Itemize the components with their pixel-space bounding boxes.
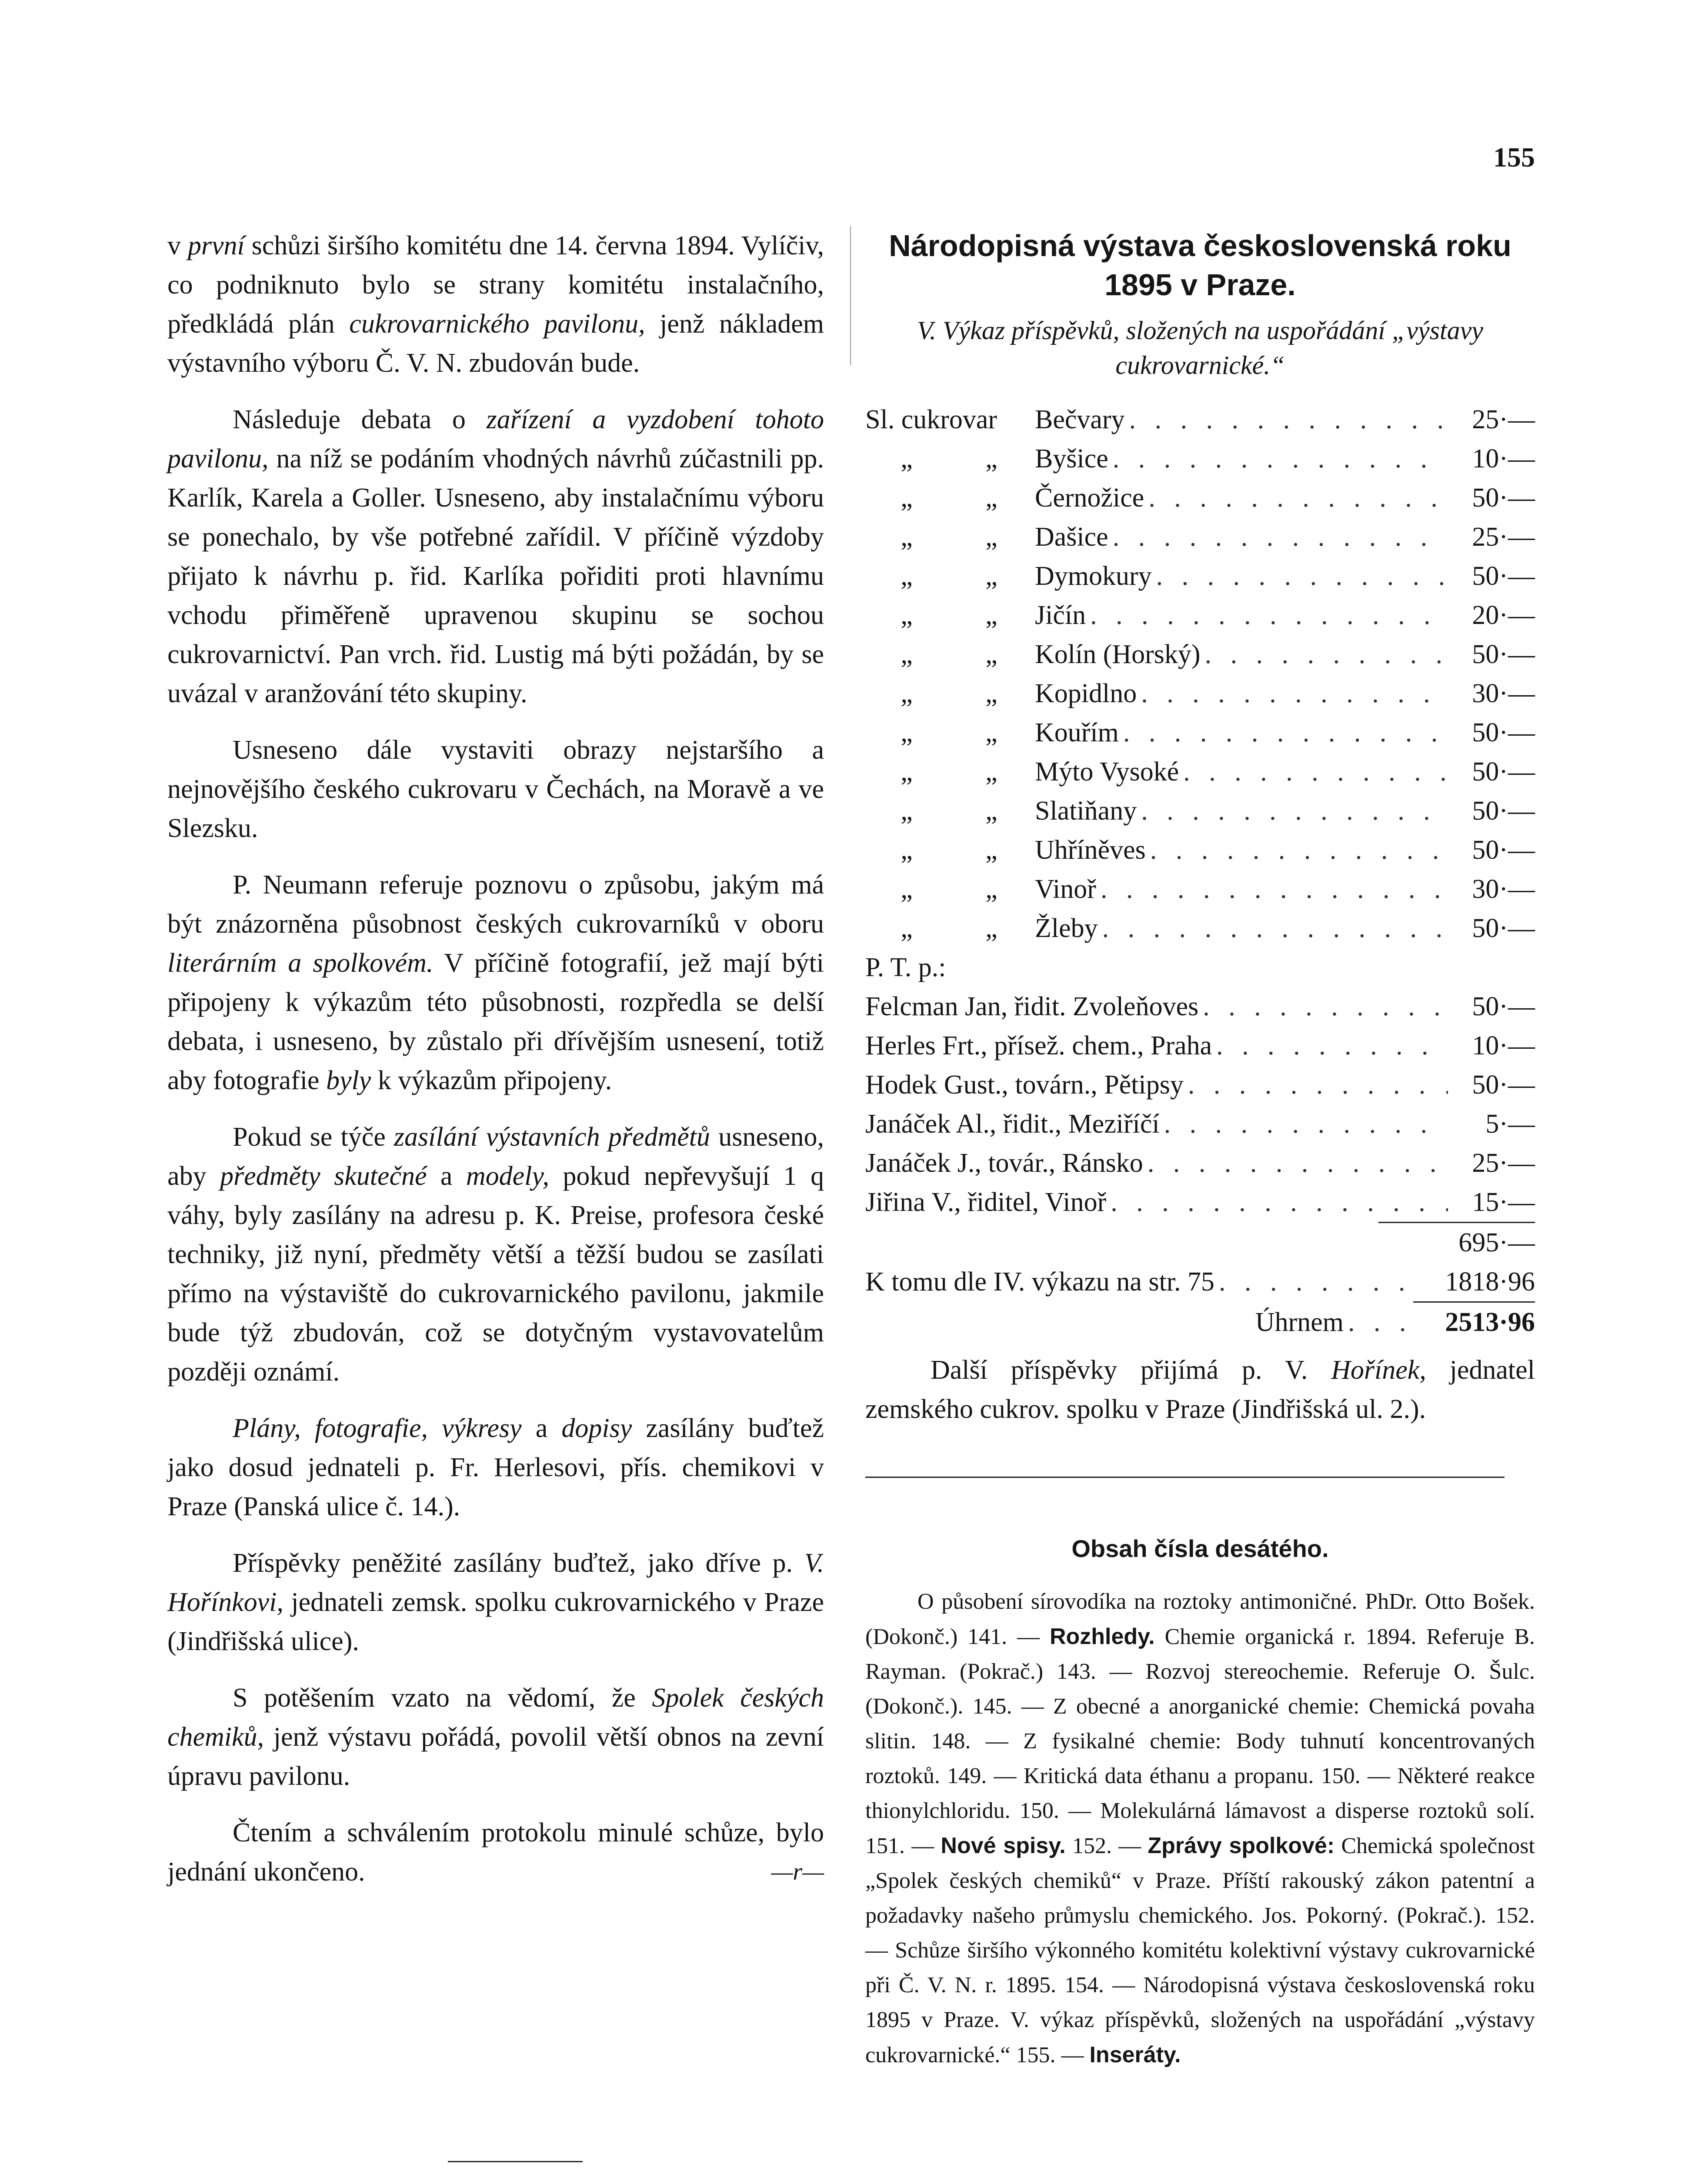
leader-dots (1141, 674, 1448, 713)
factory-name: Jičín (1035, 600, 1086, 630)
leader-dots (1219, 1262, 1409, 1301)
factory-name: Černožice (1035, 483, 1144, 513)
ditto-mark: „ (985, 914, 997, 943)
ditto-mark: „ (901, 600, 913, 630)
ditto-mark: „ (901, 561, 913, 591)
page-number: 155 (1493, 142, 1535, 173)
factory-row (865, 439, 1535, 478)
factory-row (865, 791, 1535, 830)
factory-name: Kolín (Horský) (1035, 640, 1201, 669)
factory-amount: 50·— (1472, 561, 1535, 591)
subtotal-amount: 695·— (1458, 1228, 1535, 1257)
ditto-mark: „ (901, 522, 913, 552)
contributor-name: Hodek Gust., továrn., Pětipsy (865, 1070, 1184, 1100)
factory-row (865, 635, 1535, 674)
contributor-amount: 50·— (1472, 1070, 1535, 1100)
factory-row (865, 478, 1535, 517)
factory-amount: 25·— (1472, 405, 1535, 434)
article-subheading: V. Výkaz příspěvků, složených na uspořádání „výstavy cukrovarnické.“ (917, 316, 1483, 380)
ditto-mark: „ (985, 874, 997, 904)
leader-dots (1205, 635, 1448, 674)
toc-heading: Obsah čísla desátého. (1071, 1535, 1329, 1562)
section-rule (448, 2161, 583, 2162)
factory-row (865, 830, 1535, 870)
contributor-name: Janáček J., továr., Ránsko (865, 1148, 1143, 1178)
paragraph: Čtením a schválením protokolu minulé schůze, bylo jednání ukončeno. (167, 1818, 824, 1887)
right-column (865, 226, 1535, 2073)
factory-row (865, 713, 1535, 752)
contributor-row (865, 1144, 1535, 1183)
factory-name: Žleby (1035, 914, 1098, 943)
ditto-mark: „ (985, 718, 997, 747)
paragraph: Pokud se týče zasílání výstavních předmětů usneseno, aby předměty skutečné a modely, pokud nepřevyšují 1 q váhy, byly zasílány na adresu p. K. Preise, profesora české techniky, již nyní, předměty větší a těžší budou se zasílati přímo na výstaviště do cukrovarnického pavilonu, jakmile bude týž zbudován, což se dotyčným vystavovatelům později oznámí. (167, 1122, 824, 1387)
ditto-mark: „ (901, 718, 913, 747)
contributor-amount: 15·— (1472, 1187, 1535, 1217)
factory-name: Kouřím (1035, 718, 1119, 747)
factory-amount: 50·— (1472, 757, 1535, 787)
factory-name: Slatiňany (1035, 796, 1137, 826)
contributor-name: Herles Frt., přísež. chem., Praha (865, 1031, 1212, 1060)
leader-dots (1203, 987, 1448, 1026)
factory-amount: 50·— (1472, 718, 1535, 747)
leader-dots (1090, 596, 1448, 635)
left-column (167, 226, 824, 1891)
leader-dots (1113, 439, 1448, 478)
carry-amount: 1818·96 (1445, 1267, 1535, 1297)
factory-amount: 25·— (1472, 522, 1535, 552)
pt-label: P. T. p.: (865, 953, 946, 982)
factory-name: Vinoř (1035, 874, 1096, 904)
factory-name: Uhříněves (1035, 835, 1146, 865)
article-heading: Národopisná výstava československá roku 1895 v Praze. (889, 229, 1511, 302)
leader-dots (1123, 713, 1448, 752)
factory-row (865, 752, 1535, 791)
paragraph: Plány, fotografie, výkresy a dopisy zasílány buďtež jako dosud jednateli p. Fr. Herlesovi, přís. chemikovi v Praze (Panská ulice č. 14.). (167, 1414, 824, 1521)
contributor-row (865, 1104, 1535, 1144)
contributor-row (865, 1065, 1535, 1104)
list-lead: Sl. cukrovar (865, 405, 997, 434)
factory-name: Kopidlno (1035, 679, 1137, 708)
paragraph: Následuje debata o zařízení a vyzdobení tohoto pavilonu, na níž se podáním vhodných návrhů zúčastnili pp. Karlík, Karela a Goller. Usneseno, aby instalačnímu výboru se ponechalo, by vše potřebné zařídil. V příčině výzdoby přijato k návrhu p. řid. Karlíka pořiditi proti hlavnímu vchodu přiměřeně upravenou skupinu se sochou cukrovarnictví. Pan vrch. řid. Lustig má býti požádán, by se uvázal v aranžování této skupiny. (167, 405, 824, 708)
paragraph: S potěšením vzato na vědomí, že Spolek českých chemiků, jenž výstavu pořádá, povolil větší obnos na zevní úpravu pavilonu. (167, 1683, 824, 1791)
factory-name: Dašice (1035, 522, 1108, 552)
contributor-row (865, 987, 1535, 1026)
column-divider (850, 226, 851, 365)
ditto-mark: „ (985, 679, 997, 708)
factory-row (865, 557, 1535, 596)
leader-dots (1156, 557, 1448, 596)
ditto-mark: „ (985, 757, 997, 787)
factory-amount: 50·— (1472, 914, 1535, 943)
ditto-mark: „ (985, 640, 997, 669)
leader-dots (1113, 517, 1448, 557)
leader-dots (1111, 1183, 1448, 1222)
paragraph: Příspěvky peněžité zasílány buďtež, jako dříve p. V. Hořínkovi, jednateli zemsk. spolku cukrovarnického v Praze (Jindřišská ulice). (167, 1548, 824, 1656)
factory-row (865, 909, 1535, 948)
total-row (865, 1303, 1535, 1342)
factory-name: Bečvary (1035, 405, 1125, 434)
ditto-mark: „ (901, 757, 913, 787)
ditto-mark: „ (985, 796, 997, 826)
ditto-mark: „ (901, 796, 913, 826)
ditto-mark: „ (985, 600, 997, 630)
ditto-mark: „ (985, 561, 997, 591)
factory-row (865, 517, 1535, 557)
factory-row (865, 870, 1535, 909)
paragraph: Další příspěvky přijímá p. V. Hořínek, jednatel zemského cukrov. spolku v Praze (Jindřišská ul. 2.). (865, 1355, 1535, 1424)
leader-dots (1216, 1026, 1448, 1065)
leader-dots (1148, 1144, 1448, 1183)
leader-dots (1102, 909, 1448, 948)
carry-row (865, 1262, 1535, 1301)
factory-amount: 50·— (1472, 640, 1535, 669)
factory-amount: 50·— (1472, 796, 1535, 826)
contributor-amount: 10·— (1472, 1031, 1535, 1060)
ditto-mark: „ (901, 874, 913, 904)
ditto-mark: „ (985, 444, 997, 473)
leader-dots (1164, 1104, 1448, 1144)
factory-list (865, 400, 1535, 948)
leader-dots (1141, 791, 1448, 830)
leader-dots (1129, 400, 1448, 439)
contributor-name: Jiřina V., řiditel, Vinoř (865, 1187, 1107, 1217)
paragraph: v první schůzi širšího komitétu dne 14. června 1894. Vylíčiv, co podniknuto bylo se strany komitétu instalačního, předkládá plán cukrovarnického pavilonu, jenž nákladem výstavního výboru Č. V. N. zbudován bude. (167, 231, 824, 378)
contributor-amount: 50·— (1472, 992, 1535, 1021)
signature: —r— (771, 1858, 824, 1885)
person-list (865, 987, 1535, 1222)
factory-amount: 30·— (1472, 874, 1535, 904)
contributor-name: Felcman Jan, řidit. Zvoleňoves (865, 992, 1199, 1021)
contributor-amount: 5·— (1485, 1109, 1535, 1139)
contributor-amount: 25·— (1472, 1148, 1535, 1178)
factory-name: Mýto Vysoké (1035, 757, 1179, 787)
factory-amount: 10·— (1472, 444, 1535, 473)
contributor-name: Janáček Al., řidit., Meziříčí (865, 1109, 1160, 1139)
factory-amount: 30·— (1472, 679, 1535, 708)
table-of-contents: O působení sírovodíka na roztoky antimoničné. PhDr. Otto Bošek. (Dokonč.) 141. — Rozhledy. Chemie organická r. 1894. Referuje B. Rayman. (Pokrač.) 143. — Rozvoj stereochemie. Referuje O. Šulc. (Dokonč.). 145. — Z obecné a anorganické chemie: Chemická povaha slitin. 148. — Z fysikalné chemie: Body tuhnutí koncentrovaných roztoků. 149. — Kritická data éthanu a propanu. 150. — Některé reakce thionylchloridu. 150. — Molekulárná lámavost a disperse roztoků solí. 151. — Nové spisy. 152. — Zprávy spolkové: Chemická společnost „Spolek českých chemiků“ v Praze. Příští rakouský zákon patentní a požadavky našeho průmyslu chemického. Jos. Pokorný. (Pokrač.). 152. — Schůze širšího výkonného komitétu kolektivní výstavy cukrovarnické při Č. V. N. r. 1895. 154. — Národopisná výstava československá roku 1895 v Praze. V. výkaz příspěvků, složených na uspořádání „výstavy cukrovarnické.“ 155. — Inseráty. (865, 1589, 1535, 2067)
ditto-mark: „ (985, 522, 997, 552)
leader-dots (1150, 830, 1448, 870)
subtotal-row (865, 1223, 1535, 1262)
ditto-mark: „ (901, 914, 913, 943)
total-label: Úhrnem (1255, 1307, 1344, 1337)
factory-amount: 20·— (1472, 600, 1535, 630)
paragraph: P. Neumann referuje poznovu o způsobu, jakým má být znázorněna působnost českých cukrovarníků v oboru literárním a spolkovém. V příčině fotografií, jež mají býti připojeny k výkazům této působnosti, rozpředla se delší debata, i usneseno, by zůstalo při dřívějším usnesení, totiž aby fotografie byly k výkazům připojeny. (167, 870, 824, 1095)
ditto-mark: „ (901, 483, 913, 513)
section-rule (865, 1477, 1505, 1478)
factory-name: Byšice (1035, 444, 1108, 473)
carry-label: K tomu dle IV. výkazu na str. 75 (865, 1267, 1215, 1297)
contributor-row (865, 1026, 1535, 1065)
contributor-row (865, 1183, 1535, 1222)
factory-name: Dymokury (1035, 561, 1152, 591)
factory-row (865, 674, 1535, 713)
ditto-mark: „ (901, 640, 913, 669)
factory-row (865, 596, 1535, 635)
ditto-mark: „ (985, 835, 997, 865)
factory-amount: 50·— (1472, 835, 1535, 865)
factory-amount: 50·— (1472, 483, 1535, 513)
leader-dots (1188, 1065, 1448, 1104)
leader-dots (1183, 752, 1448, 791)
leader-dots (1348, 1303, 1409, 1342)
ditto-mark: „ (901, 679, 913, 708)
total-amount: 2513·96 (1445, 1307, 1535, 1337)
paragraph: Usneseno dále vystaviti obrazy nejstaršího a nejnovějšího českého cukrovaru v Čechách, na Moravě a ve Slezsku. (167, 735, 824, 843)
factory-row (865, 400, 1535, 439)
ditto-mark: „ (985, 483, 997, 513)
ditto-mark: „ (901, 835, 913, 865)
leader-dots (1148, 478, 1448, 517)
ditto-mark: „ (901, 444, 913, 473)
leader-dots (1101, 870, 1448, 909)
